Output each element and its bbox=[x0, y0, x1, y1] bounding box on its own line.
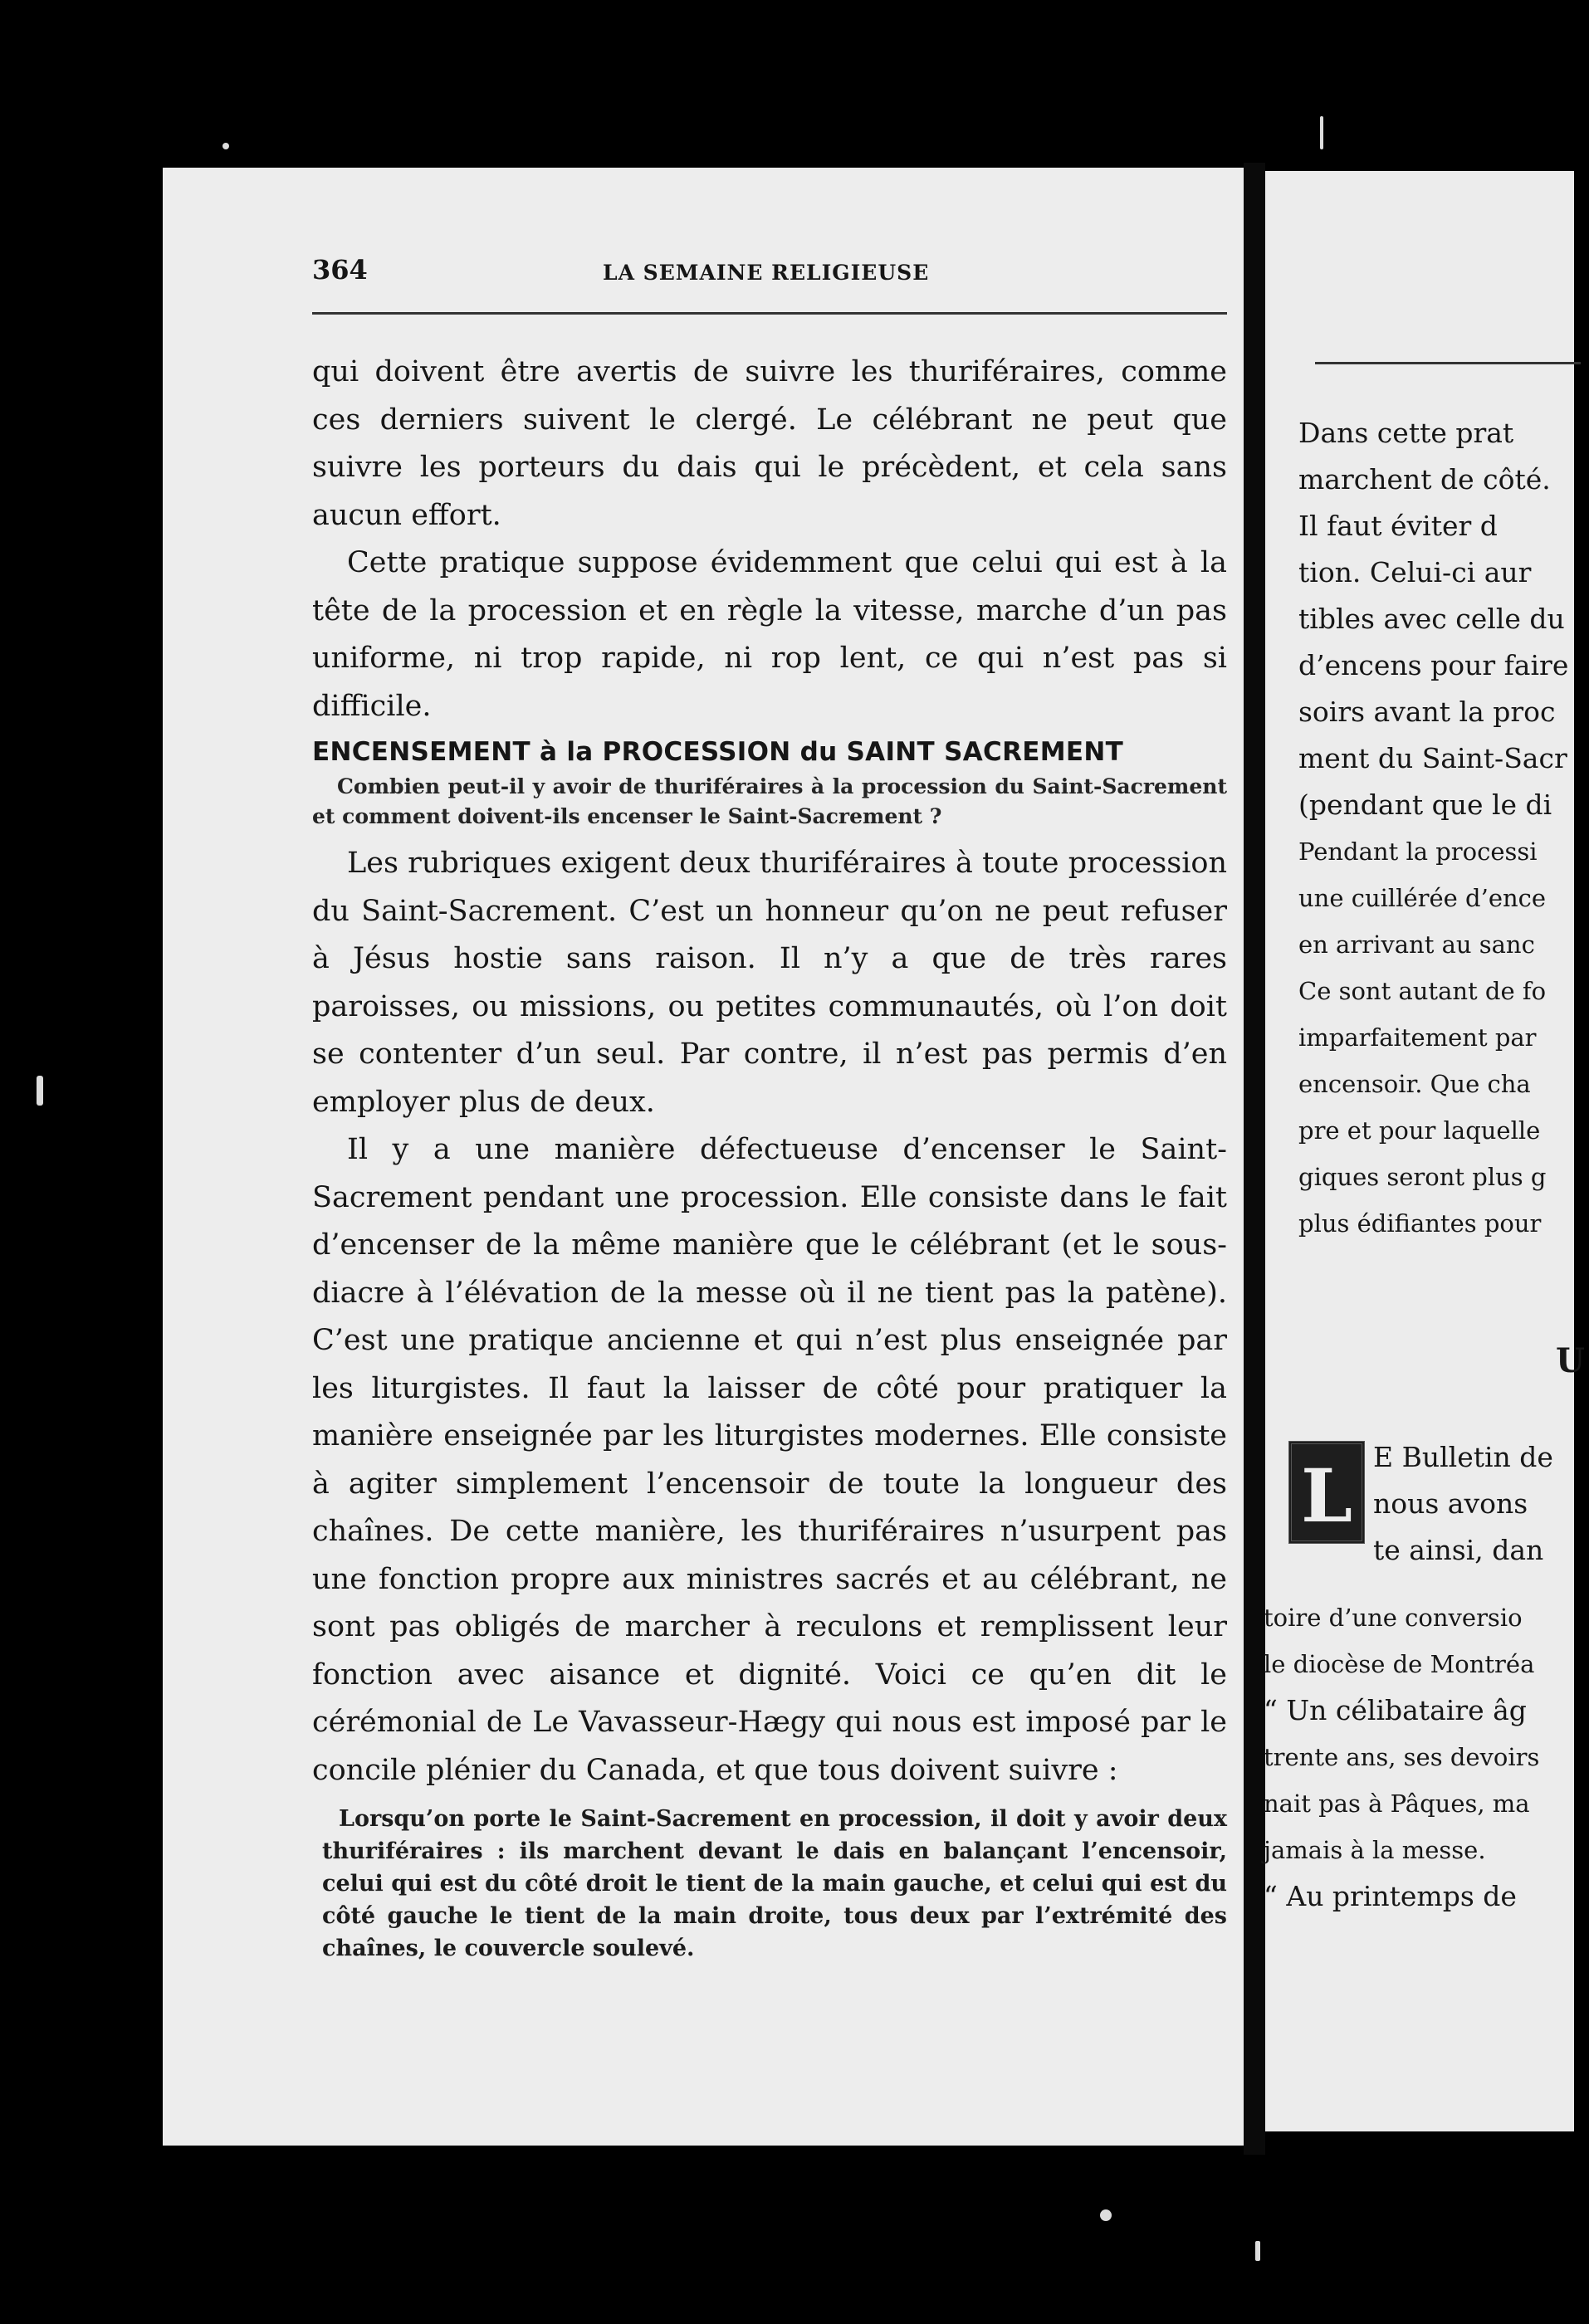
text-line: E Bulletin de bbox=[1373, 1441, 1553, 1473]
text-line: jamais à la messe. bbox=[1264, 1836, 1486, 1864]
right-text-lines bbox=[1298, 410, 1581, 1247]
left-text-block bbox=[312, 349, 1227, 1965]
paragraph: qui doivent être avertis de suivre les thuriféraires, comme ces derniers suivent le clergé. Le célébrant ne peut que suivre les porteurs du dais qui le précèdent, et cela sans aucun effort. bbox=[312, 355, 1227, 532]
right-page bbox=[1264, 171, 1585, 2131]
text-line: (pendant que le di bbox=[1298, 788, 1552, 821]
section-heading-fragment: U bbox=[1556, 1341, 1585, 1380]
right-text-lines bbox=[1264, 1594, 1579, 1920]
paragraph: Cette pratique suppose évidemment que celui qui est à la tête de la procession et en règle la vitesse, marche d’un pas uniforme, ni trop rapide, ni rop lent, ce qui n’est pas si difficile. bbox=[312, 546, 1227, 723]
text-line: tibles avec celle du bbox=[1298, 603, 1565, 635]
dust-speck bbox=[1320, 116, 1323, 149]
text-line: soirs avant la proc bbox=[1298, 696, 1556, 728]
text-line: marchent de côté. bbox=[1298, 463, 1551, 496]
text-line: d’encens pour faire bbox=[1298, 649, 1569, 681]
section-title: ENCENSEMENT à la PROCESSION du SAINT SACREMENT bbox=[312, 737, 1124, 767]
text-line: Pendant la processi bbox=[1298, 837, 1538, 866]
dust-speck bbox=[1255, 2241, 1260, 2261]
dust-speck bbox=[1100, 2209, 1112, 2221]
left-page bbox=[163, 168, 1244, 2146]
text-line: ment du Saint-Sacr bbox=[1298, 742, 1567, 774]
text-line: une cuillérée d’ence bbox=[1298, 884, 1547, 912]
text-line: Ce sont autant de fo bbox=[1298, 977, 1547, 1005]
text-line: en arrivant au sanc bbox=[1298, 930, 1535, 959]
text-line: Dans cette prat bbox=[1298, 417, 1514, 449]
text-line: trente ans, ses devoirs bbox=[1264, 1743, 1540, 1771]
text-line: nait pas à Pâques, ma bbox=[1264, 1789, 1530, 1818]
drop-cap: L bbox=[1288, 1441, 1365, 1544]
question: Combien peut-il y avoir de thuriféraires à la procession du Saint-Sacrement et comment doivent-ils encenser le Saint-Sacrement ? bbox=[312, 774, 1227, 828]
paragraph: Il y a une manière défectueuse d’encenser le Saint-Sacrement pendant une procession. Elle consiste dans le fait d’encenser de la même manière que le célébrant (et le sous-diacre à l’élévation de la messe où il ne tient pas la patène). C’est une pratique ancienne et qui n’est plus enseignée par les liturgistes. Il faut la laisser de côté pour pratiquer la manière enseignée par les liturgistes modernes. Elle consiste à agiter simplement l’encensoir de toute la longueur des chaînes. De cette manière, les thuriféraires n’usurpent pas une fonction propre aux ministres sacrés et au célébrant, ne sont pas obligés de marcher à reculons et remplissent leur fonction avec aisance et dignité. Voici ce qu’en dit le cérémonial de Le Vavasseur-Hægy qui nous est imposé par le concile plénier du Canada, et que tous doivent suivre : bbox=[312, 1133, 1227, 1787]
page-gutter bbox=[1244, 163, 1265, 2155]
text-line: giques seront plus g bbox=[1298, 1163, 1547, 1191]
text-line: tion. Celui-ci aur bbox=[1298, 556, 1532, 588]
text-line: plus édifiantes pour bbox=[1298, 1209, 1542, 1238]
text-line: Il faut éviter d bbox=[1298, 510, 1498, 542]
text-line: imparfaitement par bbox=[1298, 1023, 1537, 1052]
header-rule bbox=[1315, 362, 1581, 364]
dust-speck bbox=[37, 1076, 43, 1106]
text-line: nous avons bbox=[1373, 1487, 1528, 1520]
header-rule bbox=[312, 312, 1227, 315]
page-number: 364 bbox=[312, 254, 368, 286]
text-line: toire d’une conversio bbox=[1264, 1604, 1523, 1632]
block-quote: Lorsqu’on porte le Saint-Sacrement en procession, il doit y avoir deux thuriféraires : ils marchent devant le dais en balançant l’encensoir, celui qui est du côté droit le tient de la main gauche, et celui qui est du côté gauche le tient de la main droite, tous deux par l’extrémité des chaînes, le couvercle soulevé. bbox=[322, 1806, 1227, 1961]
text-line: te ainsi, dan bbox=[1373, 1534, 1544, 1566]
paragraph: Les rubriques exigent deux thuriféraires à toute procession du Saint-Sacrement. C’est un honneur qu’on ne peut refuser à Jésus hostie sans raison. Il n’y a que de très rares paroisses, ou missions, ou petites communautés, où l’on doit se contenter d’un seul. Par contre, il n’est pas permis d’en employer plus de deux. bbox=[312, 847, 1227, 1119]
text-line: pre et pour laquelle bbox=[1298, 1116, 1541, 1145]
text-line: le diocèse de Montréa bbox=[1264, 1650, 1535, 1678]
text-line: “ Un célibataire âg bbox=[1264, 1694, 1527, 1726]
right-text-lines bbox=[1373, 1434, 1589, 1574]
running-head: LA SEMAINE RELIGIEUSE bbox=[603, 261, 930, 285]
text-line: encensoir. Que cha bbox=[1298, 1070, 1531, 1098]
text-line: “ Au printemps de bbox=[1264, 1880, 1517, 1912]
dust-speck bbox=[222, 143, 229, 149]
